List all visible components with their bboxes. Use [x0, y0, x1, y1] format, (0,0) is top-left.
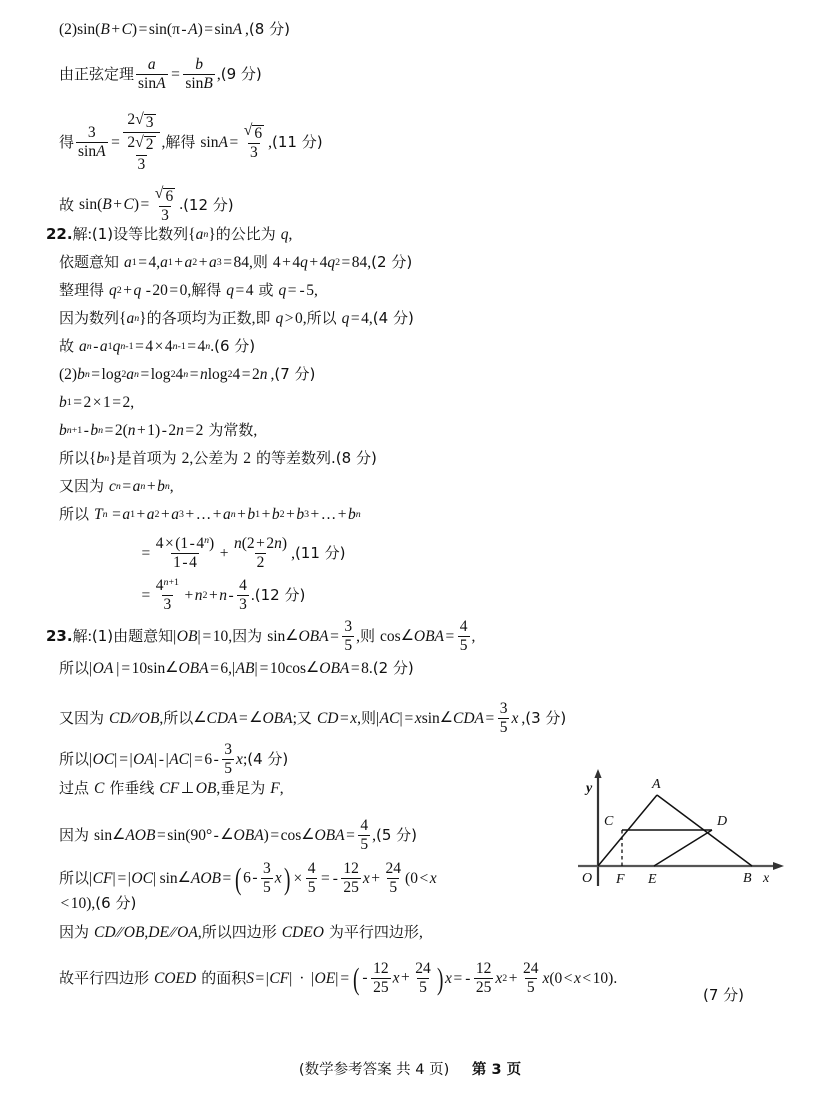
equation-line-21-3: 得 $\frac{3}{\sin A}$ = 2 √ 3 2 √ 2 3 , 解得 sin A = √ 6 3 , (11 分): [59, 111, 323, 173]
page-footer: [0, 1058, 820, 1079]
footer-doc-label: (数学参考答案 共 4 页): [298, 1062, 450, 1078]
equation-line-21-1: (2) sin ( B + C ) = sin ( π - A ) = sin A , (8 分): [59, 20, 290, 39]
equation-line-22-5: (2) b n = log 2 a n = log 2 4 n = n log 2 4 = 2 n , (7 分): [59, 365, 316, 384]
problem-23-heading: 23. 解 : (1)由题意知 | OB | = 10 , 因为 sin ∠ OBA = $\frac{3}{5}$ , 则 cos ∠ OBA = $\frac{4}{5}$ ,: [46, 618, 476, 655]
equation-line-22-9: 又因为 c n = a n + b n ,: [59, 477, 174, 496]
equation-line-22-4: 故 a n - a 1 q n -1 = 4 × 4 n -1 = 4 n . (6 分): [59, 337, 256, 356]
point-label-c: C: [604, 814, 614, 829]
point-label-f: F: [616, 872, 625, 887]
equation-line-22-3: 因为数列 { a n } 的各项均为正数 , 即 q > 0 , 所以 q = 4 , (4 分): [59, 309, 414, 328]
axis-label-y: y: [586, 781, 593, 796]
equation-line-22-6: b 1 = 2 × 1 = 2 ,: [59, 394, 135, 411]
x-axis-arrow: [773, 862, 784, 870]
equation-line-22-7: b n +1 - b n = 2 ( n + 1 ) - 2 n = 2 为常数 ,: [59, 421, 258, 440]
point-label-a: A: [652, 777, 661, 792]
equation-line-22-1: 依题意知 a 1 = 4 , a 1 + a 2 + a 3 = 84 , 则 4 + 4 q + 4 q 2 = 84 , (2 分): [59, 253, 413, 272]
equation-line-22-2: 整理得 q 2 + q - 20 = 0 , 解得 q = 4 或 q = - 5 ,: [59, 281, 318, 300]
point-label-b: B: [743, 871, 752, 886]
axis-label-x: x: [763, 871, 770, 886]
equation-line-21-4: 故 sin ( B + C ) = √ 6 3 . (12 分): [59, 185, 234, 224]
equation-line-22-12: = $\frac{4^{n+1}}{3}$ + n 2 + n - $\frac{4}{3}$ . (12 分): [141, 577, 306, 614]
y-axis-arrow: [594, 769, 601, 778]
equation-line-23-7: < 10 ) , (6 分): [60, 894, 137, 913]
problem-22-heading: 22. 解 : (1)设等比数列 { a n } 的公比为 q ,: [46, 225, 293, 244]
segment-ed: [654, 830, 712, 866]
equation-line-23-1: 所以 | OA | = 10 sin ∠ OBA = 6 , | AB | = 10 cos ∠ OBA = 8 . (2 分): [59, 659, 414, 678]
equation-line-23-2: 又因为 CD ∕∕ OB , 所以 ∠ CDA = ∠ OBA ; 又 CD = x , 则 | AC | = x sin ∠ CDA = $\frac{3}{5}$ x , (3 分): [59, 700, 567, 737]
point-label-o: O: [582, 871, 593, 886]
equation-line-23-8: 因为 CD ∕∕ OB , DE ∕∕ OA , 所以四边形 CDEO 为平行四边形 ,: [59, 923, 423, 942]
equation-line-23-9: 故平行四边形 COED 的面积 S = | CF | · | OE | = ( - $\frac{12}{25}$ x+ $\frac{24}{5}$ ) x = - $\frac{12}{25}$ x 2 + $\frac{24}{5}$ x ( 0 < x < 10 ) .: [59, 960, 618, 997]
point-label-e: E: [648, 872, 657, 887]
equation-line-23-4: 过点 C 作垂线 CF ⊥ OB , 垂足为 F ,: [59, 779, 284, 798]
equation-line-23-6: 所以 | CF | = | OC | sin ∠ AOB = ( 6- $\frac{3}{5}$ x ) × $\frac{4}{5}$ = - $\frac{12}{25}$ x + $\frac{24}{5}$ ( 0 < x: [59, 860, 437, 897]
equation-line-23-3: 所以 | OC | = | OA | - | AC | = 6 - $\frac{3}{5}$ x ; (4 分): [59, 741, 289, 778]
point-label-d: D: [717, 814, 728, 829]
equation-line-23-5: 因为 sin ∠ AOB = sin( 90 ° - ∠ OBA ) = cos ∠ OBA = $\frac{4}{5}$ , (5 分): [59, 817, 418, 854]
score-mark-23-final: (7 分): [703, 986, 745, 1004]
triangle-oab-diagram: [560, 758, 800, 898]
equation-line-21-2: 由正弦定理 $\frac{a}{\sin A}$ = $\frac{b}{\sin B}$ , (9 分): [59, 56, 262, 93]
equation-line-22-8: 所以 { b n } 是首项为 2 , 公差为 2 的等差数列.(8 分): [59, 449, 377, 468]
equation-line-22-10: 所以 T n = a 1 + a 2 + a 3 + … + a n + b 1 + b 2 + b 3 + … + b n: [59, 505, 361, 524]
footer-page-number: 第 3 页: [471, 1062, 522, 1078]
equation-line-22-11: = $\frac{4\times(1-4^n)}{1-4}$ + $\frac{n(2+2n)}{2}$ , (11 分): [141, 535, 346, 572]
